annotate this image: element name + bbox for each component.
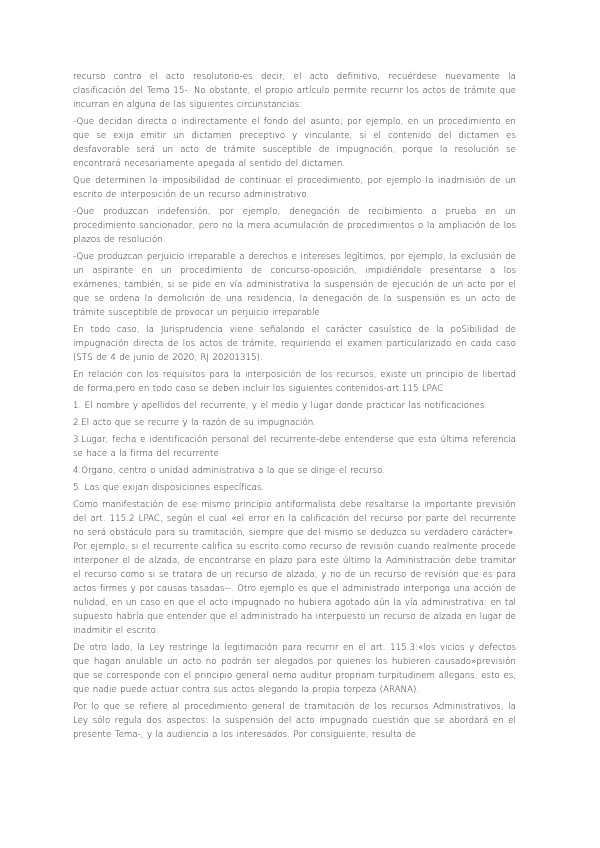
list-item-1: 1. El nombre y apellidos del recurrente, y el medio y lugar donde practicar las notificaciones. xyxy=(73,401,488,411)
paragraph-fondo-asunto: -Que decidan directa o indirectamente el fondo del asunto; por ejemplo, en un procedimiento en que se exija emitir un dictamen preceptivo y vinculante, si el contenido del dictamen es desfavorable será un acto de trámite susceptible de impugnación, porque la resolución se encontrará necesariamente apegada al sentido del dictamen. xyxy=(73,117,516,169)
paragraph-legitimacion: De otro lado, la Ley restringe la legitimación para recurrir en el art. 115.3:«los vicios y defectos que hagan anulable un acto no podrán ser alegados por quienes los hubieren causado»previsión que se corresponde con el principio general nemo auditur propriam turpitudinem allegans, esto es, que nadie puede actuar contra sus actos alegando la propia torpeza (ARANA). xyxy=(73,643,516,695)
paragraph-requisitos: En relación con los requisitos para la interposición de los recursos, existe un principio de libertad de forma,pero en todo caso se deben incluir los siguientes contenidos-art.115 LPAC xyxy=(73,370,516,394)
list-item-5: 5. Las que exijan disposiciones específicas. xyxy=(73,483,265,493)
list-item-4: 4.Organo, centro o unidad administrativa a la que se dirige el recurso. xyxy=(73,466,386,476)
paragraph-procedimiento: Por lo que se refiere al procedimiento general de tramitación de los recursos Administrativos, la Ley sólo regula dos aspectos: la suspensión del acto impugnado cuestión que se abordará en el presente Tema-, y la audiencia a los interesados. Por consiguiente, resulta de xyxy=(73,702,516,740)
list-item-3: 3.Lugar, fecha e identificación personal del recurrente-debe entenderse que esta última referencia se hace a la firma del recurrente xyxy=(73,435,516,459)
paragraph-perjuicio: -Que produzcan perjuicio irreparable a derechos e intereses legítimos, por ejemplo, la exclusión de un aspirante en un procedimiento de concurso-oposición, impidiéndole presentarse a los exámenes; también, si se pide en vía administrativa la suspensión de ejecución de un acto por el que se ordena la demolición de una residencia, la denegación de la suspensión es un acto de trámite susceptible de provocar un perjuicio irreparable xyxy=(73,252,516,318)
list-item-2: 2.El acto que se recurre y la razón de su impugnación. xyxy=(73,418,317,428)
paragraph-indefension: -Que produzcan indefensión, por ejemplo, denegación de recibimiento a prueba en un procedimiento sancionador, pero no la mera acumulación de procedimientos o la ampliación de los plazos de resolución. xyxy=(73,207,516,245)
paragraph-jurisprudencia: En todo caso, la Jurisprudencia viene señalando el carácter casuístico de la poSibilidad de impugnación directa de los actos de trámite, requiriendo el examen particularizado en cada caso (STS de 4 de junio de 2020, RJ 20201315). xyxy=(73,325,516,363)
paragraph-antiformalista: Como manifestación de ese mismo principio antiformalista debe resaltarse la importante previsión del art. 115.2 LPAC, según el cual «el error en la calificación del recurso por parte del recurrente no será obstáculo para su tramitación, siempre que del mismo se deduzca su verdadero carácter». Por ejemplo, si el recurrente califica su escrito como recurso de revisión cuando realmente procede interponer el de alzada, de encontrarse en plazo para este último la Administración debe tramitar el recurso como si se tratara de un recurso de alzada, y no de un recurso de revisión que es para actos firmes y por causas tasadas--. Otro ejemplo es que el administrado interponga una acción de nulidad, en un caso en que el acto impugnado no hubiera agotado aún la vía administrativa: en tal supuesto habría que entender que el administrado ha interpuesto un recurso de alzada en lugar de inadmitir el escrito. xyxy=(73,500,516,636)
paragraph-intro-tramite: recurso contra el acto resolutorio-es decir, el acto definitivo, recuérdese nuevamente la clasificación del Tema 15-. No obstante, el propio artículo permite recurrir los actos de trámite que incurran en alguna de las siguientes circunstancias: xyxy=(73,72,516,110)
paragraph-imposibilidad: Que determinen la imposibilidad de continuar el procedimiento, por ejemplo la inadmisión de un escrito de interposición de un recurso administrativo. xyxy=(73,176,516,200)
